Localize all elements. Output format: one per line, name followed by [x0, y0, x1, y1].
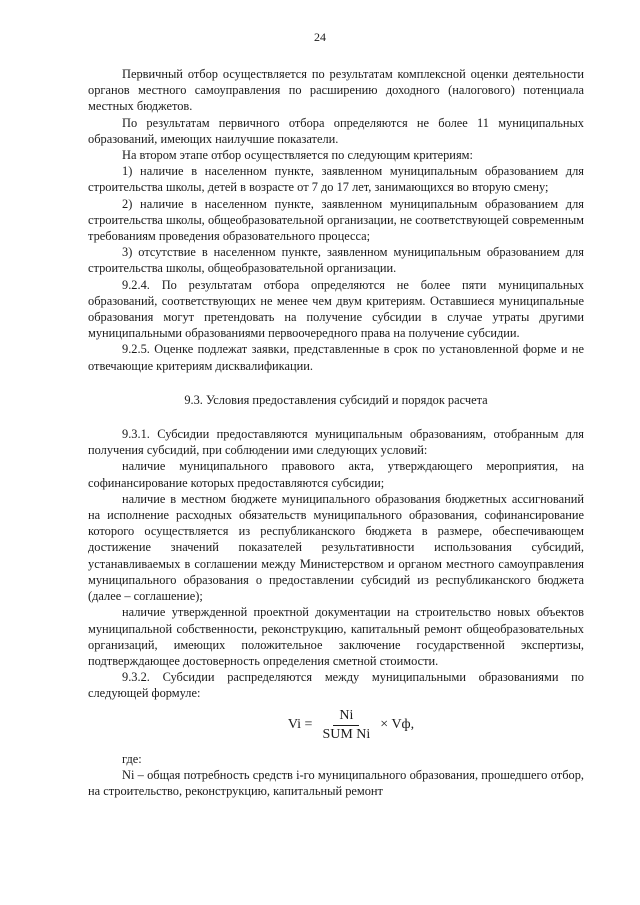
- condition-legal-act: наличие муниципального правового акта, утверждающего мероприятия, на софинансирование которых предоставляются субсидии;: [88, 459, 584, 490]
- formula-numerator: Ni: [333, 708, 359, 726]
- document-body: [88, 66, 584, 800]
- distribution-formula: [88, 708, 584, 743]
- paragraph-9-2-4: 9.2.4. По результатам отбора определяются не более пяти муниципальных образований, соответствующих не менее чем двум критериям. Оставшиеся муниципальные образования могут претендовать на получение субсидии в случае утраты другими муниципальными образованиями первоочередного права на получение субсидии.: [88, 277, 584, 341]
- criterion-1: 1) наличие в населенном пункте, заявленном муниципальным образованием для строительства школы, детей в возрасте от 7 до 17 лет, занимающихся во вторую смену;: [88, 164, 584, 195]
- paragraph-second-stage: На втором этапе отбор осуществляется по следующим критериям:: [122, 148, 473, 163]
- where-label: где:: [122, 751, 142, 766]
- page-number: 24: [314, 30, 326, 44]
- formula-fraction: [316, 708, 376, 743]
- condition-project-documentation: наличие утвержденной проектной документации на строительство новых объектов муниципальной собственности, реконструкцию, капитальный ремонт общеобразовательных организаций, имеющих положительное заключение государственной экспертизы, подтверждающее достоверность определения сметной стоимости.: [88, 605, 584, 668]
- paragraph-primary-selection: Первичный отбор осуществляется по результатам комплексной оценки деятельности органов местного самоуправления по расширению доходного (налогового) потенциала местных бюджетов.: [88, 67, 584, 114]
- definition-ni: Ni – общая потребность средств i-го муниципального образования, прошедшего отбор, на строительство, реконструкцию, капитальный ремонт: [88, 768, 584, 799]
- formula-rhs: × Vф,: [380, 717, 415, 733]
- criterion-2: 2) наличие в населенном пункте, заявленном муниципальным образованием для строительства школы, общеобразовательной организации, не соответствующей современным требованиям проведения образовательного процесса;: [88, 196, 584, 244]
- section-heading-9-3: 9.3. Условия предоставления субсидий и порядок расчета: [184, 392, 488, 407]
- formula-lhs: Vi =: [287, 717, 313, 733]
- condition-budget-allocations: наличие в местном бюджете муниципального образования бюджетных ассигнований на исполнение расходных обязательств муниципального образования, софинансирование которого осуществляется из республиканского бюджета в размере, обеспечивающем достижение значений показателей результативности использования субсидий, устанавливаемых в соглашении между Министерством и органом местного самоуправления муниципального образования о предоставлении субсидий из республиканского бюджета (далее – соглашение);: [88, 491, 584, 604]
- paragraph-first-selection-result: По результатам первичного отбора определяются не более 11 муниципальных образований, имеющих наилучшие показатели.: [88, 115, 584, 146]
- paragraph-9-2-5: 9.2.5. Оценке подлежат заявки, представленные в срок по установленной форме и не отвечающие критериям дисквалификации.: [88, 342, 584, 373]
- paragraph-9-3-1: 9.3.1. Субсидии предоставляются муниципальным образованиям, отобранным для получения субсидий, при соблюдении ими следующих условий:: [88, 427, 584, 458]
- paragraph-9-3-2: 9.3.2. Субсидии распределяются между муниципальными образованиями по следующей формуле:: [88, 670, 584, 701]
- criterion-3: 3) отсутствие в населенном пункте, заявленном муниципальным образованием для строительства школы, общеобразовательной организации.: [88, 245, 584, 276]
- formula-denominator: SUM Ni: [322, 726, 371, 742]
